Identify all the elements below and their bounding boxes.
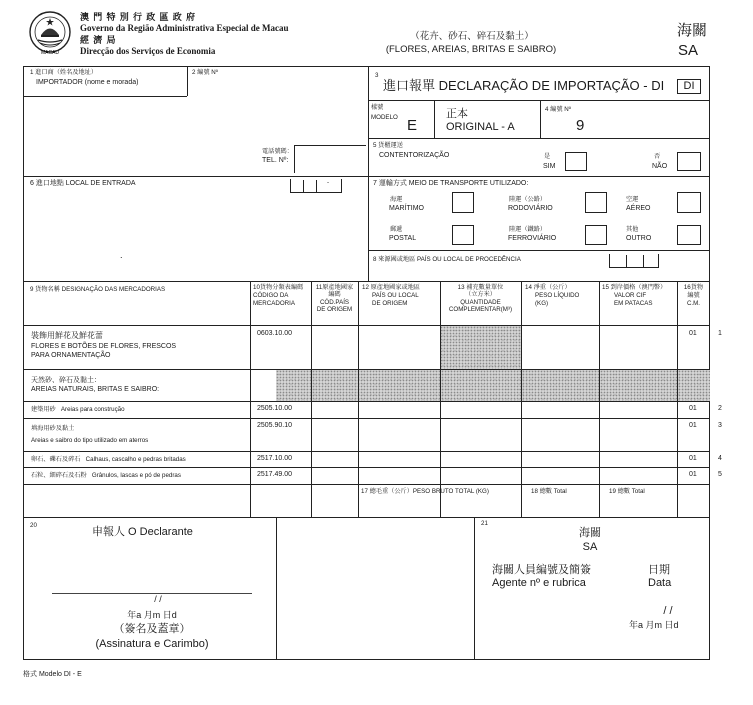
code-granules: 2517.49.00 (257, 471, 293, 478)
dept-name-cn: 經 濟 局 (80, 35, 117, 45)
original-cn: 正本 (446, 108, 468, 120)
origin-country-code[interactable] (609, 254, 659, 268)
goods-flowers: 裝飾用鮮花及鮮花蕾 FLORES E BOTÕES DE FLORES, FRESCOS PARA ORNAMENTAÇÃO (31, 331, 177, 360)
svg-text:MACAU: MACAU (40, 50, 60, 56)
col-quantity-header: 13 補充數量單位 （立方米） QUANTIDADE COMPLEMENTAR(M³) (448, 284, 513, 314)
date-label-pt: Data (648, 577, 672, 589)
customs-cn: 海關 (677, 22, 708, 39)
total-18-label: 18 總數 Total (531, 488, 567, 495)
dept-name-pt: Direcção dos Serviços de Economia (80, 46, 216, 56)
cm-flowers: 01 (689, 330, 697, 337)
goods-construction-sand: 建築用砂 Areias para construção (31, 406, 125, 413)
yes-cn: 是 (544, 153, 551, 160)
no-cn: 否 (654, 153, 661, 160)
cm-construction-sand: 01 (689, 405, 697, 412)
rail-cn: 陸運（鐵路） (509, 226, 547, 233)
transport-other-checkbox[interactable] (677, 225, 701, 245)
declaration-title: 進口報單 DECLARAÇÃO DE IMPORTAÇÃO - DI (383, 78, 665, 93)
transport-air-checkbox[interactable] (677, 192, 701, 213)
declarant-ymd: 年a 月m 日d (127, 610, 177, 620)
model-value: E (407, 117, 418, 134)
air-pt: AÉREO (626, 205, 651, 212)
form-model-footer: 格式 Modelo DI - E (23, 671, 82, 678)
row-index-2: 2 (718, 405, 722, 412)
signature-label-cn: （簽名及蓋章） (113, 623, 191, 635)
form-frame (23, 66, 710, 660)
transport-label: 7 運輸方式 MEIO DE TRANSPORTE UTILIZADO: (373, 180, 529, 187)
model-label-cn: 樣號 (371, 104, 384, 111)
transport-sea-checkbox[interactable] (452, 192, 474, 213)
section-sand: 天然砂、碎石及黏土： AREIAS NATURAIS, BRITAS E SAIBRO: (31, 377, 160, 394)
gov-name-cn: 澳 門 特 別 行 政 區 政 府 (80, 12, 197, 22)
goods-reclamation-sand: 填海用砂及黏土 Areias e saibro do tipo utilizado em aterros (31, 425, 149, 444)
box21-customs-cn: 海關 (579, 527, 601, 539)
entry-dot: . (120, 250, 123, 260)
road-pt: RODOVIÁRIO (508, 205, 553, 212)
importer-label-pt: IMPORTADOR (nome e morada) (36, 79, 139, 86)
col-code-header: 10貨物分類表編碼 CÓDIGO DA MERCADORIA (253, 284, 304, 307)
cm-reclamation-sand: 01 (689, 422, 697, 429)
row-index-5: 5 (718, 471, 722, 478)
importer-label: 1 進口商（姓名及地址） (30, 69, 98, 76)
box4-value: 9 (576, 117, 585, 134)
yes-pt: SIM (543, 163, 556, 170)
customs-date-slash: / / (663, 605, 673, 617)
tel-label-cn: 電話號碼： (262, 148, 293, 155)
entry-location-label: 6 進口地點 LOCAL DE ENTRADA (30, 180, 136, 187)
box4-label: 4 編號 Nº (545, 106, 571, 113)
goods-pebbles: 卵石、礫石及碎石 Calhaus, cascalho e pedras britadas (31, 456, 186, 463)
code-flowers: 0603.10.00 (257, 330, 293, 337)
date-label-cn: 日期 (648, 564, 670, 576)
total-19-label: 19 總數 Total (609, 488, 645, 495)
sea-cn: 海運 (390, 196, 403, 203)
declarant-date-slash: / / (154, 594, 162, 604)
agent-label-cn: 海關人員編號及簡簽 (492, 564, 591, 576)
col-net-weight-header: 14 淨重（公斤） PESO LÍQUIDO (KG) (525, 284, 580, 307)
di-code-box: DI (677, 79, 701, 94)
entry-dash: - (327, 179, 330, 186)
number-label: 2 編號 Nº (192, 69, 218, 76)
transport-rail-checkbox[interactable] (585, 225, 607, 245)
road-cn: 陸運（公路） (509, 196, 547, 203)
sea-pt: MARÍTIMO (389, 205, 424, 212)
declarant-title: 申報人 O Declarante (92, 526, 193, 538)
gross-weight-label: 17 總毛重（公斤）PESO BRUTO TOTAL (KG) (361, 488, 489, 495)
container-no-checkbox[interactable] (677, 152, 701, 171)
transport-road-checkbox[interactable] (585, 192, 607, 213)
customs-pt: SA (678, 42, 699, 59)
cm-pebbles: 01 (689, 455, 697, 462)
code-reclamation-sand: 2505.90.10 (257, 422, 293, 429)
origin-country-label: 8 來源國或地區 PAÍS OU LOCAL DE PROCEDÊNCIA (373, 256, 521, 263)
box21-num: 21 (481, 520, 488, 527)
box21-customs-pt: SA (582, 541, 598, 553)
code-construction-sand: 2505.10.00 (257, 405, 293, 412)
macau-emblem (24, 10, 76, 56)
col-cm-header: 16貨物 編號 C.M. (683, 284, 704, 307)
row-index-1: 1 (718, 330, 722, 337)
cm-granules: 01 (689, 471, 697, 478)
box20-num: 20 (30, 522, 37, 529)
container-yes-checkbox[interactable] (565, 152, 587, 171)
tel-field[interactable] (294, 145, 366, 173)
air-cn: 空運 (626, 196, 639, 203)
tel-label-pt: TEL. Nº: (262, 157, 289, 164)
row-index-4: 4 (718, 455, 722, 462)
other-pt: OUTRO (626, 235, 652, 242)
model-label-pt: MODELO (371, 114, 398, 121)
qty-shade-flowers (440, 326, 521, 369)
col-goods-header: 9 貨物名稱 DESIGNAÇÃO DAS MERCADORIAS (30, 286, 166, 293)
box3-num: 3 (375, 72, 379, 79)
agent-label-pt: Agente nº e rubrica (492, 577, 586, 589)
original-pt: ORIGINAL - A (446, 121, 515, 133)
containerisation-label: 5 貨櫃運送 (373, 142, 403, 149)
other-cn: 其他 (626, 226, 639, 233)
no-pt: NÃO (652, 163, 668, 170)
goods-type-cn: （花卉、砂石、碎石及黏土） (410, 31, 534, 42)
goods-granules: 石粒、細碎石及石粉 Grânulos, lascas e pó de pedras (31, 472, 181, 479)
rail-pt: FERROVIÁRIO (508, 235, 557, 242)
post-pt: POSTAL (389, 235, 417, 242)
section-shade (276, 370, 710, 401)
row-index-3: 3 (718, 422, 722, 429)
goods-type-pt: (FLORES, AREIAS, BRITAS E SAIBRO) (385, 44, 557, 55)
containerisation-label-pt: CONTENTORIZAÇÃO (379, 152, 450, 159)
col-origin-header: 12 原產地國家或地區 PAÍS OU LOCAL DE ORIGEM (362, 284, 421, 307)
signature-label-pt: (Assinatura e Carimbo) (95, 638, 209, 650)
transport-post-checkbox[interactable] (452, 225, 474, 245)
customs-ymd: 年a 月m 日d (629, 620, 679, 630)
col-origin-code-header: 11原產地國家 編碼 CÓD.PAÍS DE ORIGEM (315, 284, 354, 314)
code-pebbles: 2517.10.00 (257, 455, 293, 462)
gov-name-pt: Governo da Região Administrativa Especial de Macau (80, 23, 289, 33)
col-cif-header: 15 到岸價格（澳門幣） VALOR CIF EM PATACAS (602, 284, 667, 307)
post-cn: 郵遞 (390, 226, 403, 233)
